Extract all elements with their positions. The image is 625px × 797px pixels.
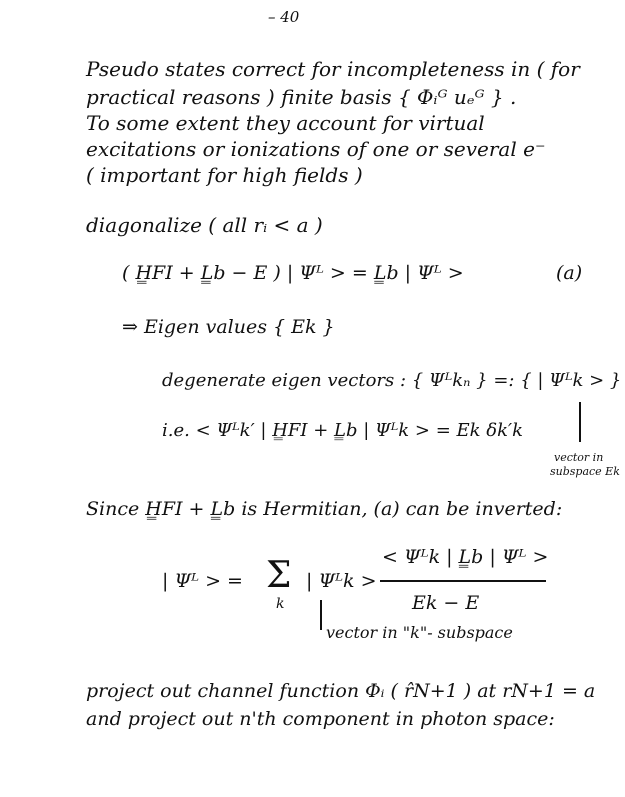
since-line: Since H̳FI + L̳b is Hermitian, (a) can be inverted: xyxy=(86,498,563,520)
fraction-denominator: E𝑘 − E xyxy=(412,592,480,614)
sum-symbol: Σ xyxy=(266,555,292,596)
fraction-numerator: < Ψᴸ𝑘 | L̳b | Ψᴸ > xyxy=(382,546,549,568)
paragraph-line-2: practical reasons ) finite basis { Φᵢᴳ uₑᴳ } . xyxy=(86,85,517,109)
margin-note-line-2: subspace E𝑘 xyxy=(550,465,620,478)
ie-line: i.e. < Ψᴸ𝑘′ | H̳FI + L̳b | Ψᴸ𝑘 > = E𝑘 δ𝑘′𝑘 xyxy=(162,420,524,441)
sum-lhs: | Ψᴸ > = xyxy=(162,570,243,592)
paragraph-line-3: To some extent they account for virtual xyxy=(86,111,485,135)
page-number: – 40 xyxy=(268,8,300,26)
fraction-bar xyxy=(380,580,546,582)
equation-a: ( H̳FI + L̳b − E ) | Ψᴸ > = L̳b | Ψᴸ > xyxy=(122,262,464,284)
sum-index: 𝑘 xyxy=(276,596,285,612)
equation-a-label: (a) xyxy=(556,262,583,284)
project-line-2: and project out n'th component in photon space: xyxy=(86,708,555,730)
paragraph-line-1: Pseudo states correct for incompleteness in ( for xyxy=(86,57,580,81)
diagonalize-line: diagonalize ( all rᵢ < a ) xyxy=(86,213,323,237)
margin-note-line-1: vector in xyxy=(554,451,604,464)
paragraph-line-5: ( important for high fields ) xyxy=(86,163,363,187)
paragraph-line-4: excitations or ionizations of one or several e⁻ xyxy=(86,137,546,161)
vector-note: vector in "𝑘"- subspace xyxy=(326,623,513,642)
degenerate-line: degenerate eigen vectors : { Ψᴸ𝑘ₙ } =: { | Ψᴸ𝑘 > } xyxy=(162,370,622,391)
project-line-1: project out channel function Φᵢ ( r̂N+1 ) at rN+1 = a xyxy=(86,680,596,702)
eigenvalues-line: ⇒ Eigen values { E𝑘 } xyxy=(122,316,335,338)
sum-term: | Ψᴸ𝑘 > xyxy=(306,570,377,592)
vector-arrow xyxy=(320,600,322,630)
margin-arrow xyxy=(579,402,581,442)
